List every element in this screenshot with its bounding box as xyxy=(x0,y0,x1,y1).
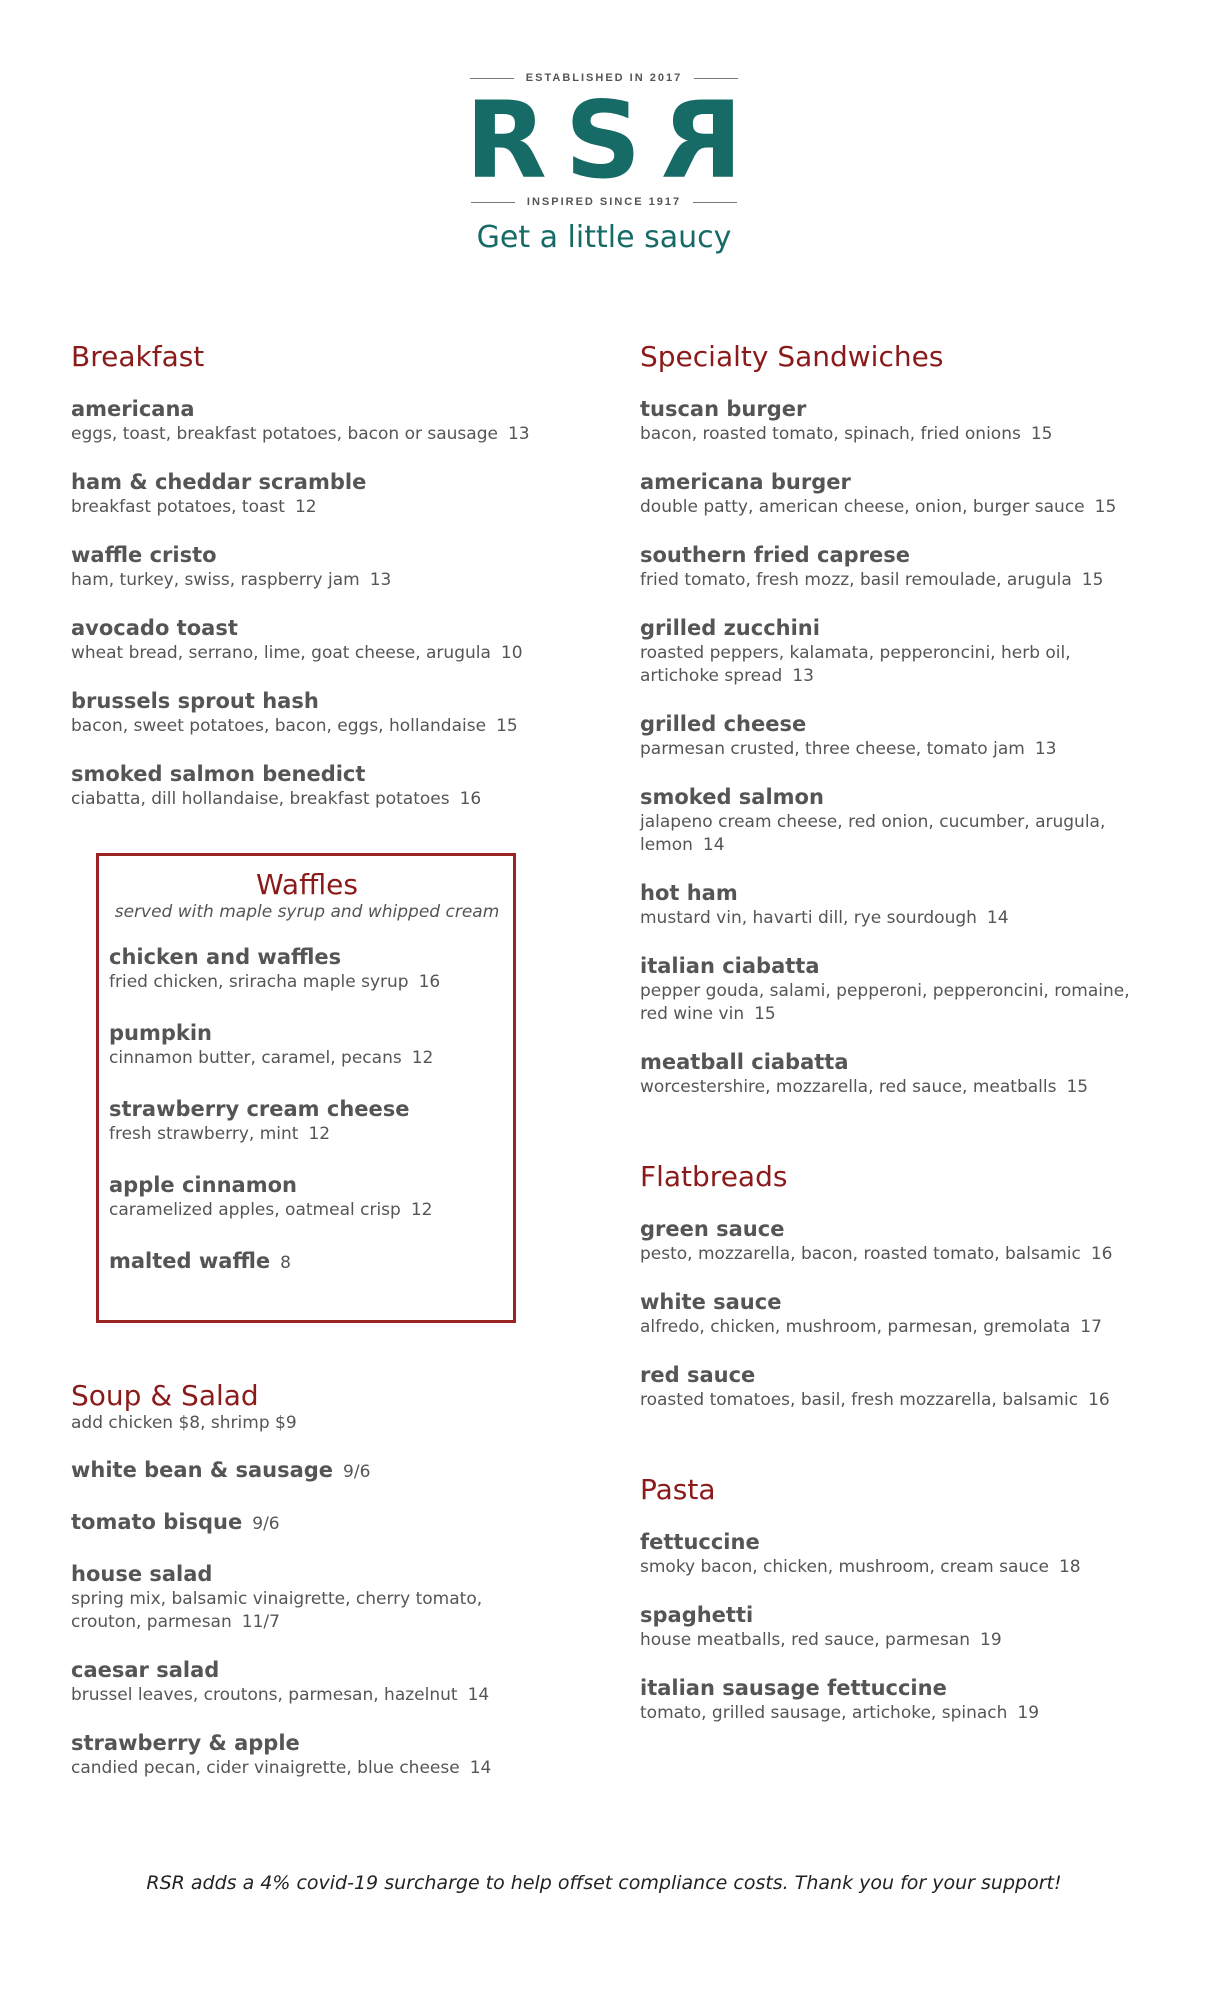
item-price: 12 xyxy=(308,1124,331,1144)
menu-item xyxy=(71,1509,541,1538)
item-name: brussels sprout hash xyxy=(71,689,319,713)
menu-item xyxy=(109,1248,505,1277)
item-price: 16 xyxy=(1088,1390,1110,1410)
item-desc-text: roasted peppers, kalamata, pepperoncini, herb oil, artichoke spread xyxy=(640,643,1071,686)
item-description xyxy=(71,569,541,592)
item-name: pumpkin xyxy=(109,1021,213,1045)
item-name: apple cinnamon xyxy=(109,1173,297,1197)
item-description xyxy=(640,1316,1150,1339)
section-subtitle: served with maple syrup and whipped cream xyxy=(114,902,500,922)
item-description xyxy=(640,1629,1150,1652)
item-desc-text: pesto, mozzarella, bacon, roasted tomato, balsamic xyxy=(640,1244,1081,1264)
item-desc-text: house meatballs, red sauce, parmesan xyxy=(640,1630,970,1650)
item-name: strawberry & apple xyxy=(71,1731,300,1755)
item-desc-text: spring mix, balsamic vinaigrette, cherry tomato, crouton, parmesan xyxy=(71,1589,483,1632)
item-price: 12 xyxy=(411,1048,434,1068)
item-desc-text: candied pecan, cider vinaigrette, blue cheese xyxy=(71,1758,460,1778)
item-name: ham & cheddar scramble xyxy=(71,470,367,494)
menu-item xyxy=(71,688,541,738)
brand-letter: R xyxy=(465,79,549,202)
item-desc-text: parmesan crusted, three cheese, tomato jam xyxy=(640,739,1025,759)
item-price: 16 xyxy=(459,789,482,809)
item-name xyxy=(71,1509,541,1538)
left-column xyxy=(71,340,541,1803)
item-price: 12 xyxy=(410,1200,433,1220)
menu-item xyxy=(640,1602,1150,1652)
item-name: caesar salad xyxy=(71,1658,220,1682)
item-name: spaghetti xyxy=(640,1603,754,1627)
item-price: 12 xyxy=(294,497,317,517)
item-description xyxy=(640,1556,1150,1579)
slogan: Get a little saucy xyxy=(476,220,732,255)
menu-item xyxy=(71,761,541,811)
menu-item xyxy=(109,944,505,994)
section-gap xyxy=(640,1122,1150,1160)
item-desc-text: fresh strawberry, mint xyxy=(109,1124,299,1144)
item-name: strawberry cream cheese xyxy=(109,1097,410,1121)
item-desc-text: double patty, american cheese, onion, burger sauce xyxy=(640,497,1085,517)
item-price: 14 xyxy=(986,908,1009,928)
item-price: 15 xyxy=(1030,424,1053,444)
item-description xyxy=(640,907,1150,930)
flatbreads-section xyxy=(640,1160,1150,1412)
surcharge-note: RSR adds a 4% covid-19 surcharge to help offset compliance costs. Thank you for your support! xyxy=(146,1872,1062,1894)
item-desc-text: brussel leaves, croutons, parmesan, hazelnut xyxy=(71,1685,458,1705)
item-desc-text: caramelized apples, oatmeal crisp xyxy=(109,1200,401,1220)
menu-item xyxy=(71,469,541,519)
item-price: 9/6 xyxy=(252,1514,280,1534)
item-desc-text: cinnamon butter, caramel, pecans xyxy=(109,1048,402,1068)
pasta-section xyxy=(640,1473,1150,1725)
item-desc-text: eggs, toast, breakfast potatoes, bacon or sausage xyxy=(71,424,498,444)
menu-item xyxy=(640,784,1150,857)
item-price: 15 xyxy=(496,716,518,736)
menu-item xyxy=(71,1657,541,1707)
item-desc-text: fried chicken, sriracha maple syrup xyxy=(109,972,409,992)
breakfast-section xyxy=(71,340,541,811)
item-price: 13 xyxy=(369,570,392,590)
item-price: 19 xyxy=(1017,1703,1040,1723)
item-description xyxy=(71,1757,541,1780)
item-name: italian ciabatta xyxy=(640,954,820,978)
section-title: Breakfast xyxy=(71,340,205,373)
item-price: 11/7 xyxy=(241,1612,280,1632)
item-name: red sauce xyxy=(640,1363,756,1387)
item-name: fettuccine xyxy=(640,1530,760,1554)
item-description xyxy=(640,1076,1150,1099)
item-name: waffle cristo xyxy=(71,543,217,567)
item-price: 13 xyxy=(792,666,814,686)
item-description xyxy=(109,1047,505,1070)
item-desc-text: jalapeno cream cheese, red onion, cucumber, arugula, lemon xyxy=(640,812,1106,855)
item-desc-text: breakfast potatoes, toast xyxy=(71,497,285,517)
item-description xyxy=(640,642,1150,688)
menu-item xyxy=(109,1172,505,1222)
item-description xyxy=(640,811,1150,857)
item-desc-text: roasted tomatoes, basil, fresh mozzarella, balsamic xyxy=(640,1390,1079,1410)
menu-item xyxy=(109,1020,505,1070)
item-description xyxy=(71,423,541,446)
inspired-text: INSPIRED SINCE 1917 xyxy=(526,196,682,208)
menu-item xyxy=(640,880,1150,930)
item-price: 14 xyxy=(467,1685,490,1705)
section-title: Flatbreads xyxy=(640,1160,788,1193)
menu-item xyxy=(640,1362,1150,1412)
item-description xyxy=(640,980,1150,1026)
menu-item xyxy=(640,953,1150,1026)
item-name: americana burger xyxy=(640,470,851,494)
section-title: Specialty Sandwiches xyxy=(640,340,944,373)
item-name: smoked salmon xyxy=(640,785,824,809)
item-desc-text: worcestershire, mozzarella, red sauce, meatballs xyxy=(640,1077,1057,1097)
item-desc-text: ham, turkey, swiss, raspberry jam xyxy=(71,570,360,590)
item-price: 9/6 xyxy=(343,1462,371,1482)
item-name: house salad xyxy=(71,1562,213,1586)
item-description xyxy=(71,1684,541,1707)
restaurant-logo xyxy=(0,72,1208,255)
item-name xyxy=(71,1457,541,1486)
item-description xyxy=(109,1199,505,1222)
item-desc-text: smoky bacon, chicken, mushroom, cream sauce xyxy=(640,1557,1049,1577)
item-name-text: tomato bisque xyxy=(71,1510,243,1534)
item-desc-text: bacon, roasted tomato, spinach, fried onions xyxy=(640,424,1021,444)
item-price: 17 xyxy=(1080,1317,1102,1337)
item-desc-text: ciabatta, dill hollandaise, breakfast potatoes xyxy=(71,789,450,809)
item-name: americana xyxy=(71,397,195,421)
item-description xyxy=(640,423,1150,446)
item-name: grilled cheese xyxy=(640,712,807,736)
menu-item xyxy=(640,1675,1150,1725)
item-name: italian sausage fettuccine xyxy=(640,1676,947,1700)
divider xyxy=(471,202,515,203)
item-price: 14 xyxy=(702,835,725,855)
item-description xyxy=(109,1123,505,1146)
item-description xyxy=(71,1588,541,1634)
waffles-box xyxy=(96,853,516,1323)
section-gap xyxy=(640,1435,1150,1473)
item-desc-text: pepper gouda, salami, pepperoni, pepperoncini, romaine, red wine vin xyxy=(640,981,1130,1024)
item-description xyxy=(71,715,541,738)
item-price: 16 xyxy=(1090,1244,1113,1264)
menu-item xyxy=(640,1049,1150,1099)
item-price: 15 xyxy=(754,1004,776,1024)
menu-item xyxy=(71,615,541,665)
item-desc-text: alfredo, chicken, mushroom, parmesan, gremolata xyxy=(640,1317,1071,1337)
item-desc-text: tomato, grilled sausage, artichoke, spinach xyxy=(640,1703,1008,1723)
item-description xyxy=(71,496,541,519)
item-description xyxy=(71,642,541,665)
item-description xyxy=(640,1389,1150,1412)
item-price: 10 xyxy=(500,643,523,663)
item-name: green sauce xyxy=(640,1217,785,1241)
menu-item xyxy=(71,542,541,592)
menu-item xyxy=(71,396,541,446)
item-price: 16 xyxy=(418,972,441,992)
item-price: 15 xyxy=(1094,497,1117,517)
menu-item xyxy=(640,615,1150,688)
item-name: hot ham xyxy=(640,881,738,905)
menu-item xyxy=(640,542,1150,592)
menu-item xyxy=(640,711,1150,761)
menu-item xyxy=(640,469,1150,519)
item-description xyxy=(640,569,1150,592)
item-name: avocado toast xyxy=(71,616,238,640)
brand-letter: S xyxy=(564,79,644,202)
section-note: add chicken $8, shrimp $9 xyxy=(71,1413,297,1433)
item-name-text: white bean & sausage xyxy=(71,1458,334,1482)
soup-salad-section xyxy=(71,1379,541,1780)
established-text: ESTABLISHED IN 2017 xyxy=(525,72,683,84)
item-name: smoked salmon benedict xyxy=(71,762,366,786)
item-price: 15 xyxy=(1066,1077,1089,1097)
item-price: 13 xyxy=(1034,739,1057,759)
item-desc-text: fried tomato, fresh mozz, basil remoulade, arugula xyxy=(640,570,1072,590)
item-description xyxy=(71,788,541,811)
item-description xyxy=(640,738,1150,761)
item-description xyxy=(640,1243,1150,1266)
menu-item xyxy=(71,1457,541,1486)
item-name: grilled zucchini xyxy=(640,616,820,640)
item-price: 18 xyxy=(1058,1557,1081,1577)
menu-item xyxy=(71,1730,541,1780)
section-title: Soup & Salad xyxy=(71,1379,259,1412)
item-price: 15 xyxy=(1081,570,1104,590)
item-name: chicken and waffles xyxy=(109,945,342,969)
item-name: white sauce xyxy=(640,1290,782,1314)
item-name: tuscan burger xyxy=(640,397,807,421)
item-desc-text: bacon, sweet potatoes, bacon, eggs, hollandaise xyxy=(71,716,487,736)
menu-item xyxy=(640,1289,1150,1339)
item-name xyxy=(109,1248,505,1277)
inspired-line xyxy=(0,196,1208,208)
item-name: southern fried caprese xyxy=(640,543,910,567)
menu-item xyxy=(640,1216,1150,1266)
item-price: 8 xyxy=(280,1253,291,1273)
brand-letter-mirrored: R xyxy=(659,79,743,202)
item-description xyxy=(640,496,1150,519)
section-title: Waffles xyxy=(256,868,358,901)
item-price: 19 xyxy=(980,1630,1002,1650)
item-price: 14 xyxy=(469,1758,492,1778)
sandwiches-section xyxy=(640,340,1150,1099)
item-price: 13 xyxy=(507,424,530,444)
right-column xyxy=(640,340,1150,1748)
item-desc-text: mustard vin, havarti dill, rye sourdough xyxy=(640,908,977,928)
section-title: Pasta xyxy=(640,1473,716,1506)
item-description xyxy=(640,1702,1150,1725)
menu-item xyxy=(71,1561,541,1634)
item-name: meatball ciabatta xyxy=(640,1050,849,1074)
menu-item xyxy=(640,1529,1150,1579)
menu-item xyxy=(109,1096,505,1146)
item-description xyxy=(109,971,505,994)
item-name-text: malted waffle xyxy=(109,1249,271,1273)
item-desc-text: wheat bread, serrano, lime, goat cheese, arugula xyxy=(71,643,491,663)
menu-item xyxy=(640,396,1150,446)
